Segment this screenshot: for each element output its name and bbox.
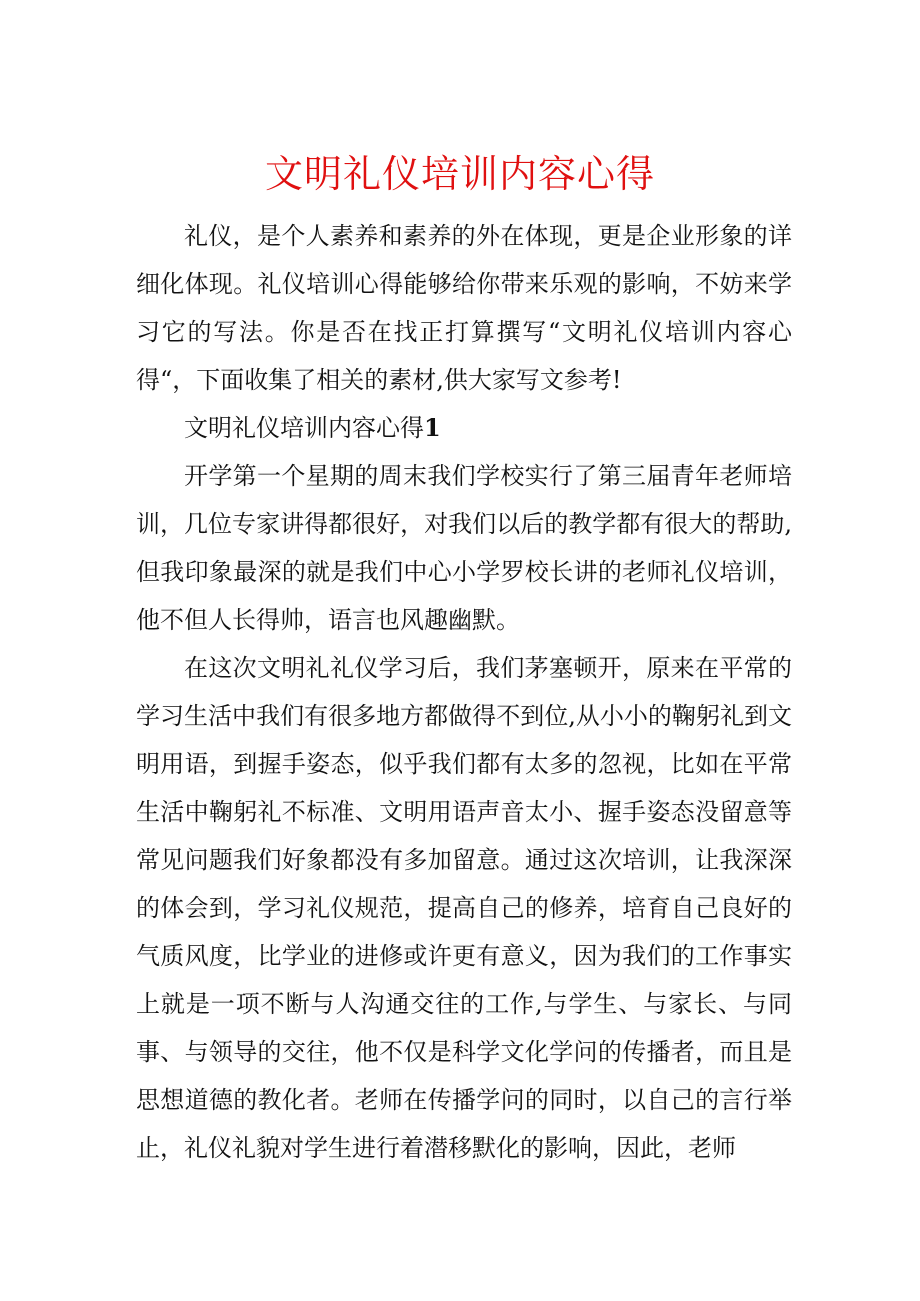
intro-paragraph: 礼仪，是个人素养和素养的外在体现，更是企业形象的详细化体现。礼仪培训心得能够给你带来乐观的影响，不妨来学习它的写法。你是否在找正打算撰写“文明礼仪培训内容心得“，下面收集了相关的素材,供大家写文参考! [136,222,792,394]
section-heading [136,404,792,452]
body-paragraph: 开学第一个星期的周末我们学校实行了第三届青年老师培训，几位专家讲得都很好，对我们以后的教学都有很大的帮助,但我印象最深的就是我们中心小学罗校长讲的老师礼仪培训，他不但人长得帅，语言也风趣幽默。 [136,462,792,634]
section-heading-number: 1 [424,413,441,442]
body-paragraph: 在这次文明礼礼仪学习后，我们茅塞顿开，原来在平常的学习生活中我们有很多地方都做得不到位,从小小的鞠躬礼到文明用语，到握手姿态，似乎我们都有太多的忽视，比如在平常生活中鞠躬礼不标准、文明用语声音太小、握手姿态没留意等常见问题我们好象都没有多加留意。通过这次培训，让我深深的体会到，学习礼仪规范，提高自己的修养，培育自己良好的气质风度，比学业的进修或许更有意义，因为我们的工作事实上就是一项不断与人沟通交往的工作,与学生、与家长、与同事、与领导的交往，他不仅是科学文化学问的传播者，而且是思想道德的教化者。老师在传播学问的同时，以自己的言行举止，礼仪礼貌对学生进行着潜移默化的影响，因此，老师 [136,654,792,1162]
section-heading-text: 文明礼仪培训内容心得 [184,414,424,442]
document-body [136,212,792,1172]
document-title: 文明礼仪培训内容心得 [264,152,655,196]
